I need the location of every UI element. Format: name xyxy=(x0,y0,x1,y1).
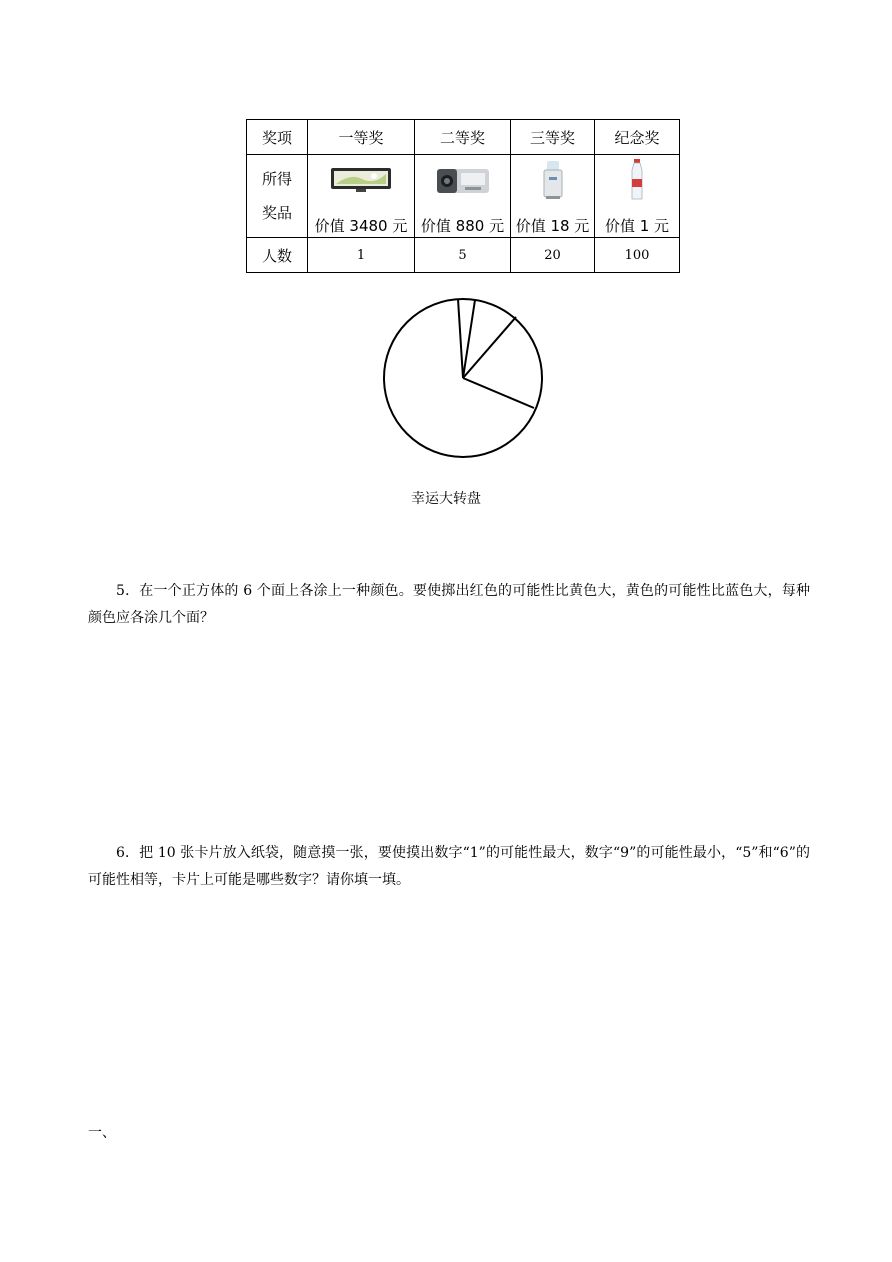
question-5: 5．在一个正方体的 6 个面上各涂上一种颜色。要使掷出红色的可能性比黄色大，黄色的可能性比蓝色大，每种颜色应各涂几个面？ xyxy=(88,583,810,626)
first-prize-header: 一等奖 xyxy=(308,120,415,155)
table-header-row xyxy=(247,120,680,155)
wheel-caption: 幸运大转盘 xyxy=(411,491,481,507)
third-prize-value: 价值 18 元 xyxy=(515,217,590,235)
prize-table xyxy=(246,119,680,273)
section-mark: 一、 xyxy=(88,1125,116,1141)
camera-icon xyxy=(435,160,491,200)
souvenir-prize-value: 价值 1 元 xyxy=(604,217,670,235)
third-prize-header: 三等奖 xyxy=(511,120,595,155)
winner-count-label: 人数 xyxy=(247,238,308,273)
third-prize-count: 20 xyxy=(511,238,595,273)
tv-icon xyxy=(330,160,392,200)
souvenir-prize-cell xyxy=(595,155,680,238)
prize-items-row xyxy=(247,155,680,238)
winner-count-row xyxy=(247,238,680,273)
third-prize-cell xyxy=(511,155,595,238)
question-6: 6．把 10 张卡片放入纸袋，随意摸一张，要使摸出数字“1”的可能性最大，数字“9”的可能性最小，“5”和“6”的可能性相等，卡片上可能是哪些数字？请你填一填。 xyxy=(88,845,810,888)
first-prize-cell xyxy=(308,155,415,238)
souvenir-prize-count: 100 xyxy=(595,238,680,273)
second-prize-value: 价值 880 元 xyxy=(420,217,505,235)
second-prize-count: 5 xyxy=(415,238,511,273)
water-bottle-icon xyxy=(629,160,645,200)
second-prize-cell xyxy=(415,155,511,238)
first-prize-value: 价值 3480 元 xyxy=(314,217,408,235)
second-prize-header: 二等奖 xyxy=(415,120,511,155)
prize-items-label-line2: 奖品 xyxy=(261,204,292,222)
first-prize-count: 1 xyxy=(308,238,415,273)
prize-items-label xyxy=(247,155,308,238)
prize-items-label-line1: 所得 xyxy=(261,170,292,188)
water-dispenser-icon xyxy=(541,160,565,200)
lucky-wheel xyxy=(382,294,546,464)
prize-header-label: 奖项 xyxy=(247,120,308,155)
souvenir-prize-header: 纪念奖 xyxy=(595,120,680,155)
